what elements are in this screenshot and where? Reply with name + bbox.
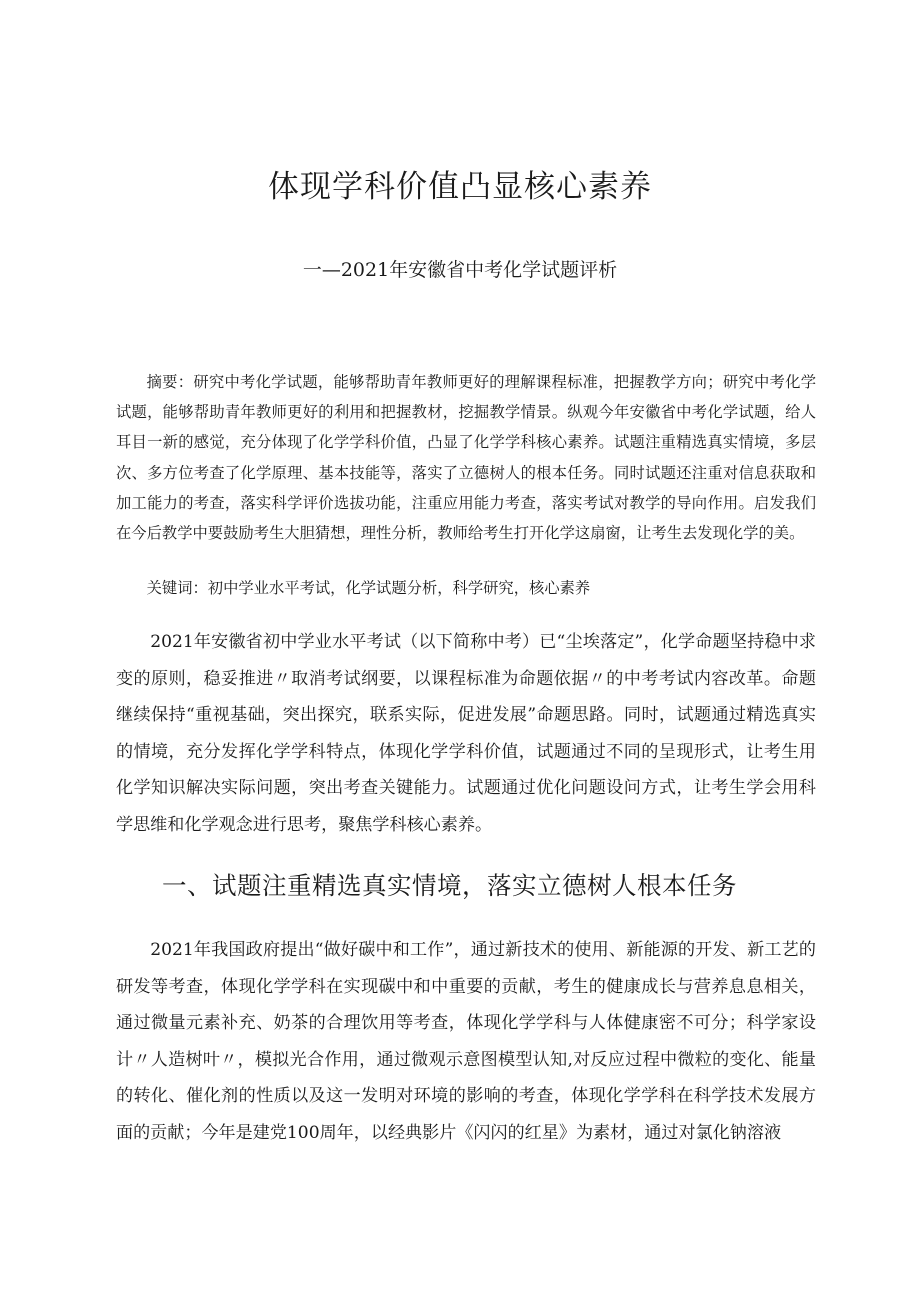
- document-subtitle: 一—2021年安徽省中考化学试题评析: [302, 259, 618, 281]
- section1-paragraph: 2021年我国政府提出“做好碳中和工作”，通过新技术的使用、新能源的开发、新工艺的研发等考查，体现化学学科在实现碳中和中重要的贡献，考生的健康成长与营养息息相关，通过微量元素补充、奶茶的合理饮用等考查，体现化学学科与人体健康密不可分；科学家设计〃人造树叶〃，模拟光合作用，通过微观示意图模型认知,对反应过程中微粒的变化、能量的转化、催化剂的性质以及这一发明对环境的影响的考查，体现化学学科在科学技术发展方面的贡献；今年是建党100周年，以经典影片《闪闪的红星》为素材，通过对氯化钠溶液: [116, 940, 816, 1143]
- document-title: 体现学科价值凸显核心素养: [268, 169, 652, 205]
- abstract-paragraph: 摘要：研究中考化学试题，能够帮助青年教师更好的理解课程标准，把握教学方向；研究中考化学试题，能够帮助青年教师更好的利用和把握教材，挖掘教学情景。纵观今年安徽省中考化学试题，给人耳目一新的感觉，充分体现了化学学科价值，凸显了化学学科核心素养。试题注重精选真实情境，多层次、多方位考查了化学原理、基本技能等，落实了立德树人的根本任务。同时试题还注重对信息获取和加工能力的考查，落实科学评价选拔功能，注重应用能力考查，落实考试对教学的导向作用。启发我们在今后教学中要鼓励考生大胆猜想，理性分析，教师给考生打开化学这扇窗，让考生去发现化学的美。: [116, 373, 816, 543]
- keywords-line: 关键词：初中学业水平考试，化学试题分析，科学研究，核心素养: [146, 579, 591, 597]
- section-heading-1: 一、试题注重精选真实情境，落实立德树人根本任务: [162, 871, 737, 900]
- intro-paragraph: 2021年安徽省初中学业水平考试（以下简称中考）已“尘埃落定”，化学命题坚持稳中求变的原则，稳妥推进〃取消考试纲要，以课程标准为命题依据〃的中考考试内容改革。命题继续保持“重视基础，突出探究，联系实际，促进发展”命题思路。同时，试题通过精选真实的情境，充分发挥化学学科特点，体现化学学科价值，试题通过不同的呈现形式，让考生用化学知识解决实际问题，突出考查关键能力。试题通过优化问题设问方式，让考生学会用科学思维和化学观念进行思考，聚焦学科核心素养。: [116, 632, 816, 835]
